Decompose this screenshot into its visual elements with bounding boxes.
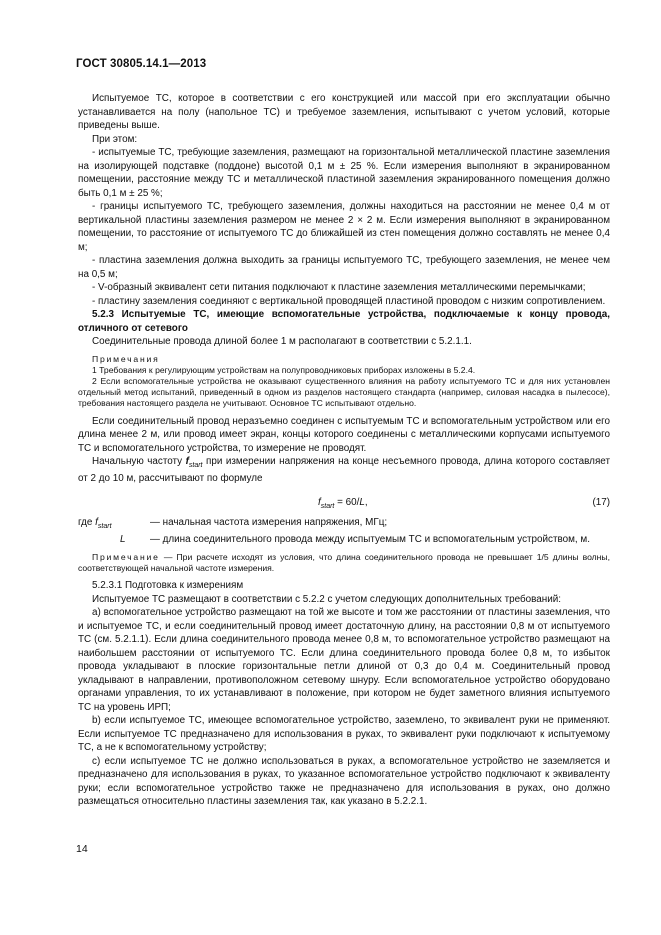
- paragraph: Если соединительный провод неразъемно соединен с испытуемым ТС и вспомогательным устройством или его длина менее 2 м, или провод имеет экран, концы которого соединены с металлическими корпусами испытуемого ТС и вспомогательного устройства, то измерение не проводят.: [78, 415, 610, 454]
- notes-label: Примечания: [92, 353, 160, 364]
- paragraph: - V-образный эквивалент сети питания подключают к пластине заземления металлическими перемычками;: [92, 282, 586, 293]
- list-item-c: c) если испытуемое ТС не должно использоваться в руках, а вспомогательное устройство не заземляется и предназначено для использования в руках, то указанное вспомогательное устройство подключают к эквиваленту руки; если вспомогательное устройство также не предназначено для использования в руках, оно должно размещаться относительно пластины заземления так, как указано в 5.2.2.1.: [78, 755, 610, 808]
- paragraph: Испытуемое ТС, которое в соответствии с его конструкцией или массой при его эксплуатации обычно устанавливается на полу (напольное ТС) и требуемое заземления, испытывают с учетом условий, которые приведены выше.: [78, 93, 610, 131]
- document-header: ГОСТ 30805.14.1—2013: [76, 58, 207, 70]
- section-heading-5-2-3: 5.2.3 Испытуемые ТС, имеющие вспомогательные устройства, подключаемые к концу провода, отличного от сетевого: [78, 309, 610, 334]
- paragraph: - пластина заземления должна выходить за границы испытуемого ТС, требующего заземления, не менее чем на 0,5 м;: [78, 255, 610, 280]
- paragraph: Соединительные провода длиной более 1 м располагают в соответствии с 5.2.1.1.: [92, 336, 472, 347]
- formula-definitions: [78, 516, 610, 547]
- paragraph: Испытуемое ТС размещают в соответствии с 5.2.2 с учетом следующих дополнительных требований:: [92, 593, 562, 605]
- paragraph: - границы испытуемого ТС, требующего заземления, должны находиться на расстоянии не менее 0,4 м от вертикальной пластины заземления размером не менее 2 × 2 м. Если измерения выполняют в экранированном помещении, то расстояние от испытуемого ТС до ближайшей из стен помещения должно составлять не менее 0,4 м;: [78, 201, 610, 253]
- note-item: Примечание — При расчете исходят из условия, что длина соединительного провода не превышает 1/5 длины волны, соответствующей начальной частоте измерения.: [78, 551, 610, 574]
- formula-expression: $f_{start} = 60/L$,: [318, 496, 368, 510]
- document-body: [78, 92, 610, 809]
- definition-f-start: где $f_{start}$ — начальная частота измерения напряжения, МГц;: [78, 516, 388, 530]
- paragraph: При этом:: [92, 133, 138, 145]
- list-item-a: а) вспомогательное устройство размещают на той же высоте и том же расстоянии от пластины заземления, что и испытуемое ТС, и если соединительный провод имеет достаточную длину, на расстоянии 0,8 м от испытуемого ТС (см. 5.2.1.1). Если длина соединительного провода менее 0,8 м, то вспомогательное устройство размещают на наибольшем расстоянии от испытуемого ТС. Если длина соединительного провода более 0,8 м, то избыток провода укладывают в плоские горизонтальные петли длиной от 0,3 до 0,4 м. Соединительный провод укладывают в направлении, противоположном сетевому шнуру. Если вспомогательное устройство оборудовано органами управления, то их устанавливают в положение, при котором не будет заметного влияния испытуемого ТС на уровень ИРП;: [78, 607, 610, 713]
- paragraph: - пластину заземления соединяют с вертикальной проводящей пластиной проводом с низким сопротивлением.: [92, 295, 606, 307]
- paragraph: - испытуемые ТС, требующие заземления, размещают на горизонтальной металлической пластине заземления на изолирующей подставке (поддоне) высотой 0,1 м ± 25 %. Если измерения выполняют в экранированном помещении, расстояние между ТС и металлической пластиной заземления экранированного помещения должно быть 0,1 м ± 25 %;: [78, 147, 610, 199]
- notes-block: [78, 354, 610, 410]
- note-item: 1 Требования к регулирующим устройствам на полупроводниковых приборах изложены в 5.2.4.: [92, 364, 476, 375]
- note-block: [78, 552, 610, 574]
- page-number: 14: [76, 843, 88, 855]
- definition-l: L — длина соединительного провода между испытуемым ТС и вспомогательным устройством, м.: [120, 534, 590, 546]
- list-item-b: b) если испытуемое ТС, имеющее вспомогательное устройство, заземлено, то эквивалент руки не применяют. Если испытуемое ТС предназначено для использования в руках, то эквивалент руки подключают к испытуемому ТС, а не к вспомогательному устройству;: [78, 715, 610, 754]
- formula-number: (17): [592, 496, 610, 508]
- note-item: 2 Если вспомогательные устройства не оказывают существенного влияния на работу испытуемого ТС и для них установлен отдельный метод испытаний, приведенный в одном из разделов настоящего стандарта (например, силовая насадка в пылесосе), требования настоящего раздела не учитывают. Основное ТС испытывают отдельно.: [78, 375, 610, 409]
- subsection-heading-5-2-3-1: 5.2.3.1 Подготовка к измерениям: [92, 580, 244, 592]
- formula-17: [78, 490, 610, 514]
- paragraph-formula-intro: Начальную частоту $f_{start}$ при измерении напряжения на конце несъемного провода, длина которого составляет от 2 до 10 м, рассчитывают по формуле: [78, 456, 610, 485]
